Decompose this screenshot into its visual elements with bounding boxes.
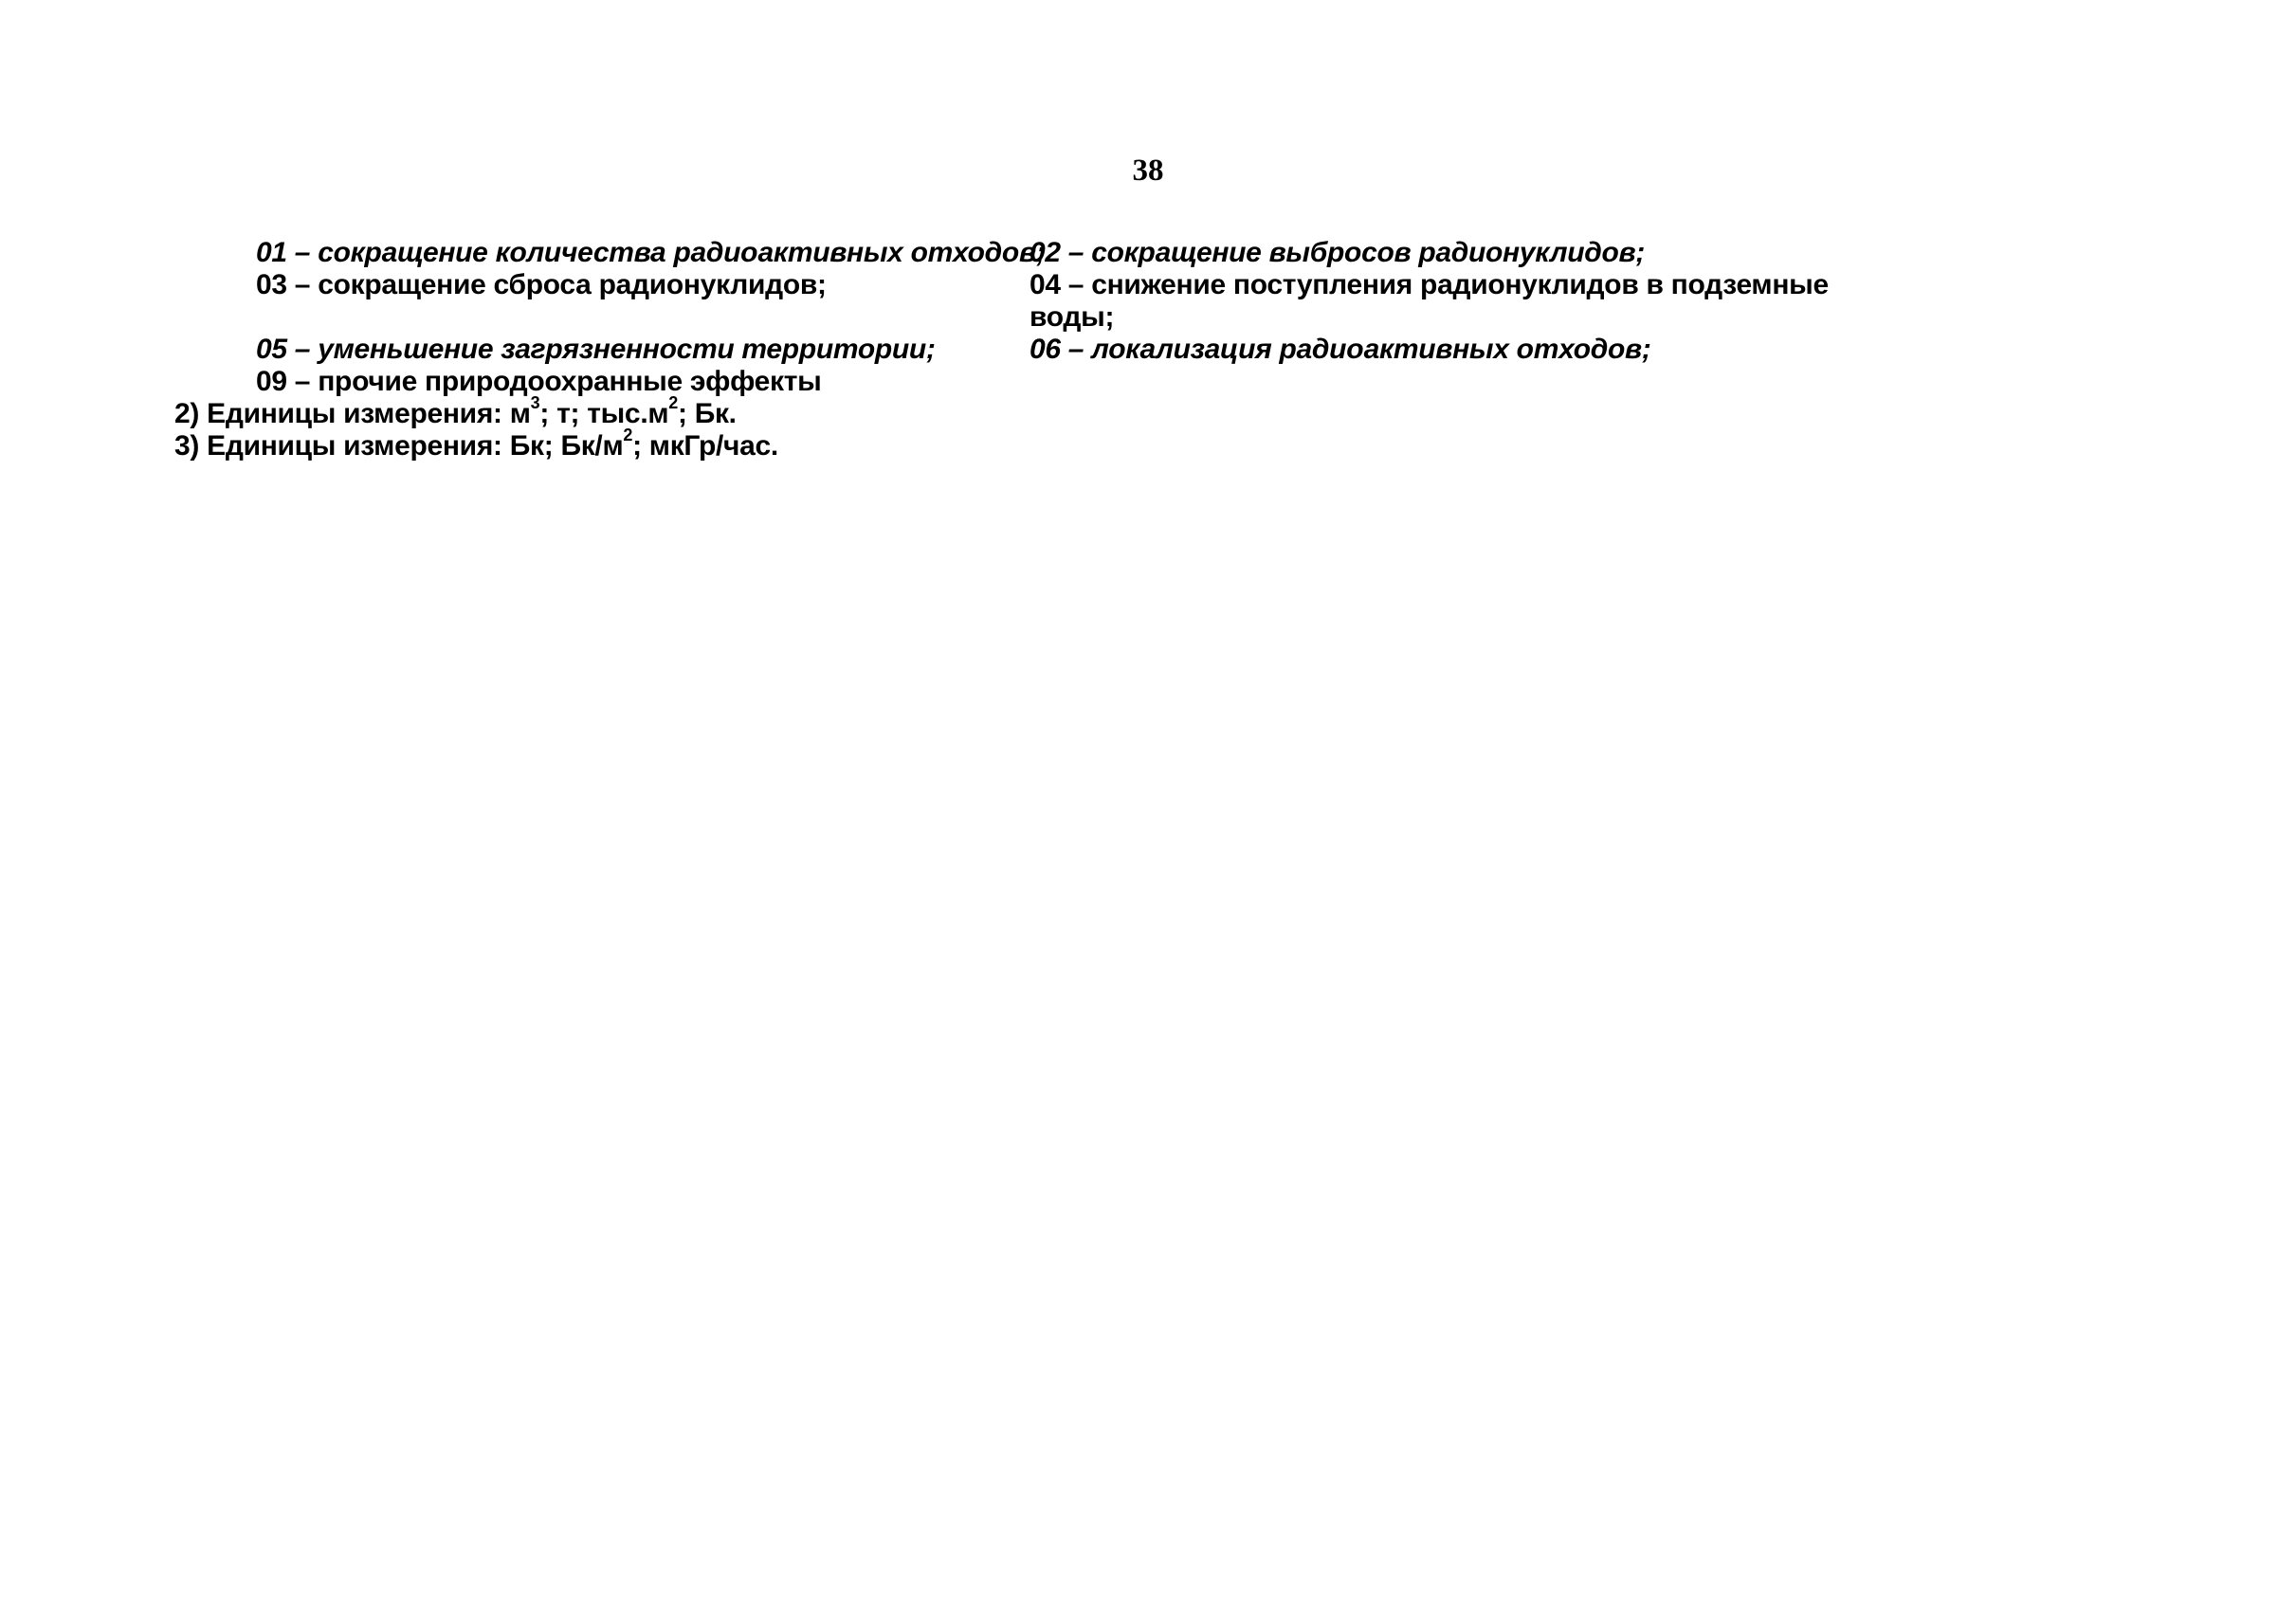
units-3-sup-1: 2 bbox=[623, 426, 633, 444]
units-note-2 bbox=[174, 393, 737, 430]
units-2-sup-1: 3 bbox=[530, 393, 540, 412]
units-3-suffix: ; мкГр/час. bbox=[632, 430, 778, 462]
code-09: 09 – прочие природоохранные эффекты bbox=[256, 366, 822, 397]
units-2-prefix: 2) Единицы измерения: м bbox=[174, 398, 531, 429]
code-04-line1: 04 – снижение поступления радионуклидов в подземные bbox=[1030, 269, 1829, 300]
code-03: 03 – сокращение сброса радионуклидов; bbox=[256, 269, 827, 300]
units-2-middle: ; т; тыс.м bbox=[539, 398, 669, 429]
units-3-prefix: 3) Единицы измерения: Бк; Бк/м bbox=[174, 430, 624, 462]
code-06: 06 – локализация радиоактивных отходов; bbox=[1030, 334, 1651, 365]
units-2-sup-2: 2 bbox=[668, 393, 678, 412]
units-2-suffix: ; Бк. bbox=[677, 398, 737, 429]
code-04-line2: воды; bbox=[1030, 301, 1115, 333]
page-number: 38 bbox=[1132, 154, 1164, 188]
code-05: 05 – уменьшение загрязненности территории; bbox=[256, 334, 936, 365]
code-01: 01 – сокращение количества радиоактивных отходов; bbox=[256, 237, 1046, 268]
units-note-3 bbox=[174, 426, 778, 462]
code-02: 02 – сокращение выбросов радионуклидов; bbox=[1030, 237, 1646, 268]
